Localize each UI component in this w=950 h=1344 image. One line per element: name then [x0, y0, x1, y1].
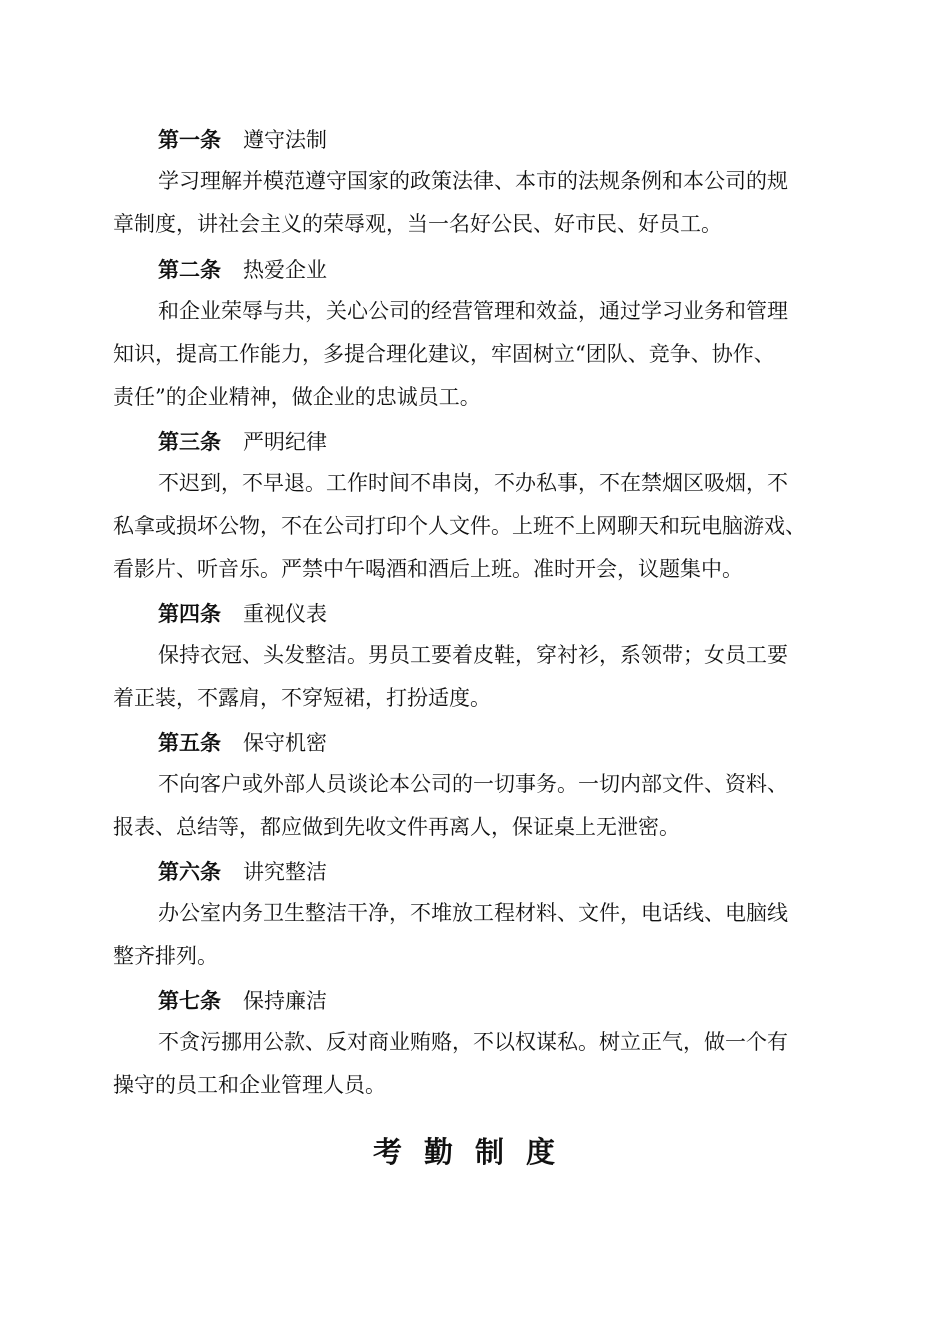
article-body: [113, 1021, 853, 1107]
body-line: 不向客户或外部人员谈论本公司的一切事务。一切内部文件、资料、: [158, 772, 788, 796]
article-body: [113, 892, 853, 978]
body-line: 保持衣冠、头发整洁。男员工要着皮鞋，穿衬衫，系领带；女员工要: [158, 643, 788, 667]
body-line: 着正装，不露肩，不穿短裙，打扮适度。: [113, 686, 491, 710]
body-line: 知识，提高工作能力，多提合理化建议，牢固树立“团队、竞争、协作、: [113, 342, 775, 366]
article-number: 第六条: [158, 859, 221, 884]
article-body: [113, 462, 853, 591]
section-title: 考勤制度: [372, 1135, 577, 1169]
article-2: [113, 255, 853, 419]
article-title: 热爱企业: [243, 258, 327, 282]
article-body: [113, 634, 853, 720]
article-number: 第三条: [158, 429, 221, 454]
article-title: 重视仪表: [243, 602, 327, 626]
article-7: [113, 986, 853, 1107]
article-title: 讲究整洁: [243, 860, 327, 884]
article-body: [113, 763, 853, 849]
article-title: 严明纪律: [243, 430, 327, 454]
body-line: 不贪污挪用公款、反对商业贿赂，不以权谋私。树立正气，做一个有: [158, 1030, 788, 1054]
body-line: 章制度，讲社会主义的荣辱观，当一名好公民、好市民、好员工。: [113, 212, 722, 236]
article-heading: [113, 728, 853, 758]
article-number: 第五条: [158, 730, 221, 755]
article-4: [113, 599, 853, 720]
article-heading: [113, 255, 853, 285]
article-heading: [113, 599, 853, 629]
body-line: 看影片、听音乐。严禁中午喝酒和酒后上班。准时开会，议题集中。: [113, 557, 743, 581]
article-heading: [113, 857, 853, 887]
body-line: 责任”的企业精神，做企业的忠诚员工。: [113, 385, 481, 409]
body-line: 整齐排列。: [113, 944, 218, 968]
article-heading: [113, 427, 853, 457]
body-line: 和企业荣辱与共，关心公司的经营管理和效益，通过学习业务和管理: [158, 299, 788, 323]
article-6: [113, 857, 853, 978]
article-body: [113, 290, 853, 419]
article-heading: [113, 986, 853, 1016]
article-number: 第二条: [158, 257, 221, 282]
article-number: 第一条: [158, 127, 221, 152]
article-title: 遵守法制: [243, 128, 327, 152]
article-number: 第四条: [158, 601, 221, 626]
body-line: 私拿或损坏公物，不在公司打印个人文件。上班不上网聊天和玩电脑游戏、: [113, 514, 806, 538]
article-body: [113, 160, 853, 246]
article-heading: [113, 125, 853, 155]
body-line: 报表、总结等，都应做到先收文件再离人，保证桌上无泄密。: [113, 815, 680, 839]
body-line: 办公室内务卫生整洁干净，不堆放工程材料、文件，电话线、电脑线: [158, 901, 788, 925]
article-number: 第七条: [158, 988, 221, 1013]
body-line: 学习理解并模范遵守国家的政策法律、本市的法规条例和本公司的规: [158, 169, 788, 193]
body-line: 不迟到，不早退。工作时间不串岗，不办私事，不在禁烟区吸烟，不: [158, 471, 788, 495]
article-1: [113, 125, 853, 246]
article-5: [113, 728, 853, 849]
article-title: 保守机密: [243, 731, 327, 755]
body-line: 操守的员工和企业管理人员。: [113, 1073, 386, 1097]
article-title: 保持廉洁: [243, 989, 327, 1013]
article-3: [113, 427, 853, 591]
